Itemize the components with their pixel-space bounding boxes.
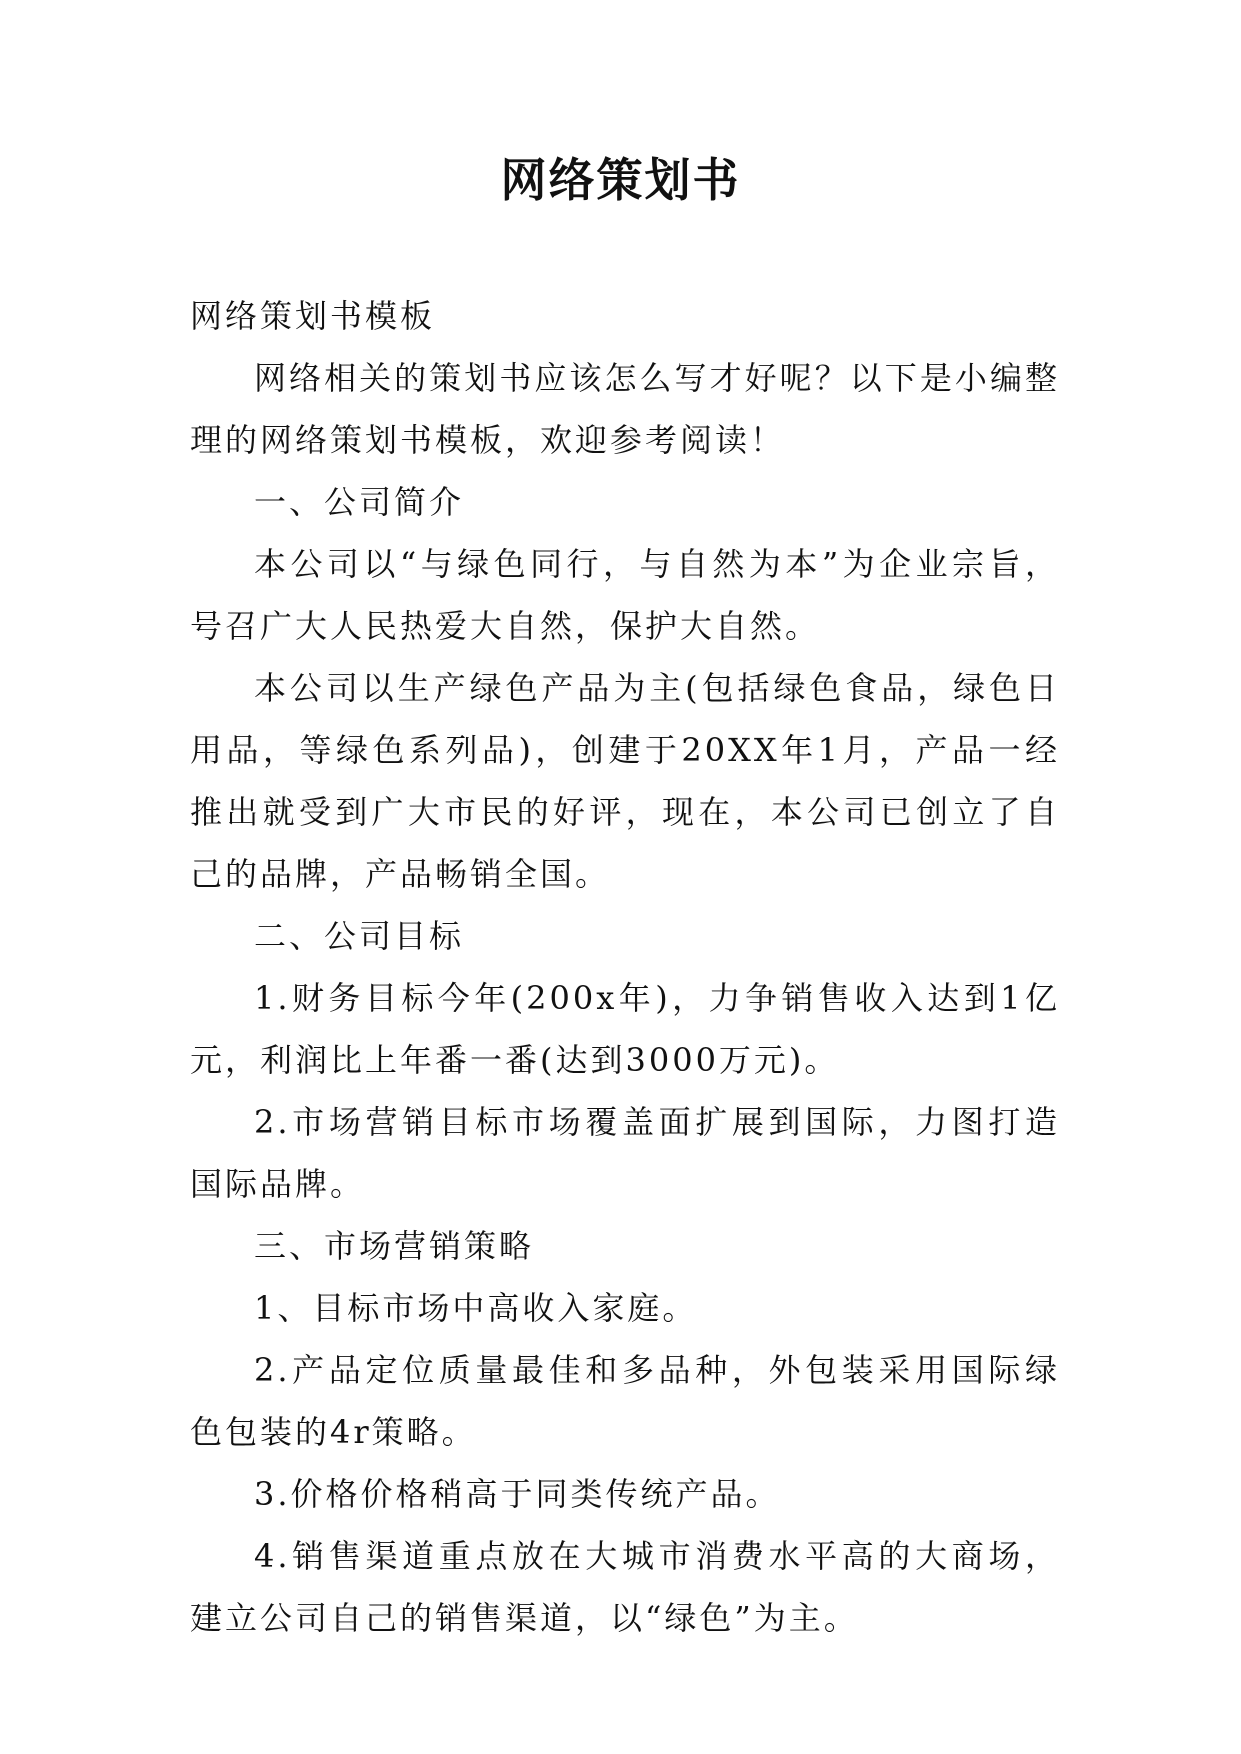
paragraph-subtitle: 网络策划书模板 [190,297,436,335]
paragraph-product-positioning: 2.产品定位质量最佳和多品种，外包装采用国际绿色包装的4r策略。 [190,1351,1060,1451]
section-heading-company-profile: 一、公司简介 [254,483,465,521]
paragraph-marketing-goal: 2.市场营销目标市场覆盖面扩展到国际，力图打造国际品牌。 [190,1103,1060,1203]
paragraph-pricing: 3.价格价格稍高于同类传统产品。 [254,1475,781,1513]
paragraph-company-products: 本公司以生产绿色产品为主(包括绿色食品，绿色日用品，等绿色系列品)，创建于20XX年1月，产品一经推出就受到广大市民的好评，现在，本公司已创立了自己的品牌，产品畅销全国。 [190,669,1060,893]
document-body [190,285,1060,1649]
paragraph-intro: 网络相关的策划书应该怎么写才好呢？以下是小编整理的网络策划书模板，欢迎参考阅读！ [190,359,1060,459]
document-title: 网络策划书 [500,153,741,207]
section-heading-company-goals: 二、公司目标 [254,917,465,955]
paragraph-sales-channels: 4.销售渠道重点放在大城市消费水平高的大商场，建立公司自己的销售渠道，以“绿色”为主。 [190,1537,1060,1637]
paragraph-target-market: 1、目标市场中高收入家庭。 [254,1289,698,1327]
paragraph-company-mission: 本公司以“与绿色同行，与自然为本”为企业宗旨，号召广大人民热爱大自然，保护大自然。 [190,545,1060,645]
section-heading-marketing-strategy: 三、市场营销策略 [254,1227,535,1265]
paragraph-financial-goal: 1.财务目标今年(200x年)，力争销售收入达到1亿元，利润比上年番一番(达到3000万元)。 [190,979,1060,1079]
